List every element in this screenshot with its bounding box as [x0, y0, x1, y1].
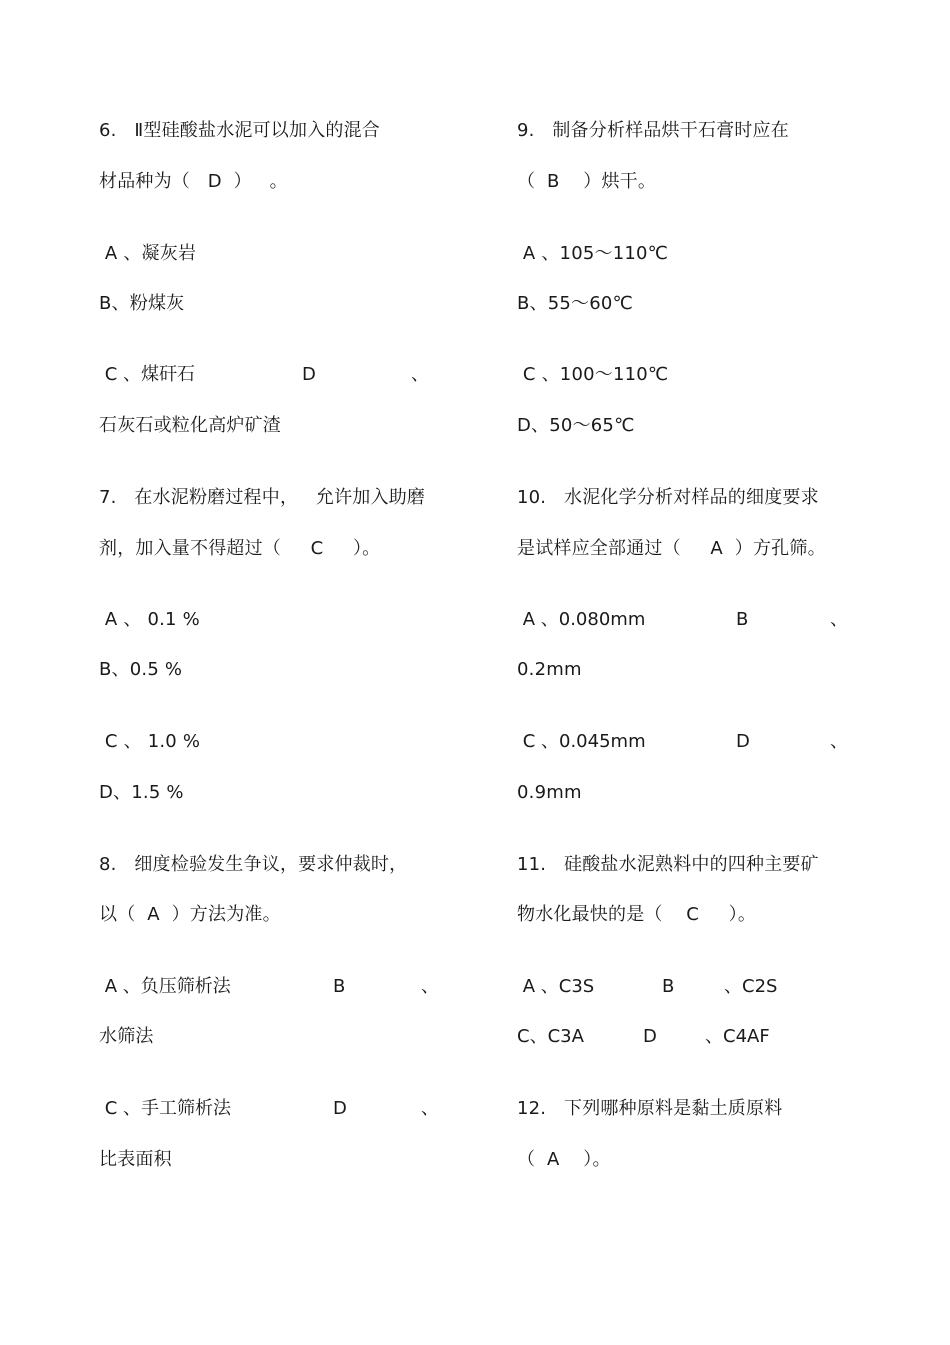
q6-option-b: B、粉煤灰: [99, 293, 185, 314]
q10-option-d-text: 0.9mm: [517, 782, 582, 803]
q6-option-d-sep: 、: [411, 364, 429, 385]
q10-option-b-letter: B: [736, 609, 749, 630]
q7-option-b: B、0.5 %: [99, 659, 183, 680]
q9-option-d: D、50～65℃: [517, 415, 635, 436]
q7-stem-line1: 7. 在水泥粉磨过程中， 允许加入助磨: [99, 487, 426, 508]
q6-option-a: A 、凝灰岩: [99, 243, 197, 264]
q8-option-b-letter: B: [333, 976, 346, 997]
q10-option-d-letter: D: [736, 731, 750, 752]
q8-option-cd-row: [99, 1097, 449, 1121]
q8-stem-line2: 以（ A ）方法为准。: [99, 904, 281, 925]
q8-option-b-sep: 、: [421, 976, 439, 997]
q11-option-c: C、C3A: [517, 1026, 584, 1047]
q10-option-b-text: 0.2mm: [517, 659, 582, 680]
q11-option-d-letter: D: [643, 1026, 657, 1047]
q6-stem-line1: 6. Ⅱ型硅酸盐水泥可以加入的混合: [99, 120, 380, 141]
q8-option-c: C 、手工筛析法: [99, 1098, 232, 1119]
q9-stem-line1: 9. 制备分析样品烘干石膏时应在: [517, 120, 789, 141]
q8-option-b-text: 水筛法: [99, 1026, 154, 1047]
q7-option-d: D、1.5 %: [99, 782, 184, 803]
q11-option-d-text: 、C4AF: [705, 1026, 770, 1047]
q6-option-cd-row: [99, 363, 449, 387]
q11-option-b-letter: B: [662, 976, 675, 997]
q10-option-d-sep: 、: [830, 731, 848, 752]
q10-option-c: C 、0.045mm: [517, 731, 646, 752]
q7-option-c: C 、 1.0 %: [99, 731, 201, 752]
q11-stem-line1: 11. 硅酸盐水泥熟料中的四种主要矿: [517, 854, 819, 875]
q11-option-a: A 、C3S: [517, 976, 595, 997]
q10-stem-line1: 10. 水泥化学分析对样品的细度要求: [517, 487, 819, 508]
q8-option-d-text: 比表面积: [99, 1149, 172, 1170]
q8-option-ab-row: [99, 975, 449, 999]
q12-stem-line1: 12. 下列哪种原料是黏土质原料: [517, 1098, 783, 1119]
q8-option-d-sep: 、: [421, 1098, 439, 1119]
q9-option-a: A 、105～110℃: [517, 243, 669, 264]
q10-option-b-sep: 、: [830, 609, 848, 630]
q6-option-c: C 、煤矸石: [99, 364, 196, 385]
q8-option-a: A 、负压筛析法: [99, 976, 231, 997]
q8-option-d-letter: D: [333, 1098, 347, 1119]
q9-option-b: B、55～60℃: [517, 293, 633, 314]
q11-option-b-text: 、C2S: [724, 976, 778, 997]
q10-option-ab-row: [517, 608, 857, 632]
q8-stem-line1: 8. 细度检验发生争议，要求仲裁时，: [99, 854, 408, 875]
q11-option-cd-row: [517, 1025, 857, 1049]
q12-stem-line2: （ A ）。: [517, 1149, 611, 1170]
q10-option-cd-row: [517, 730, 857, 754]
q10-option-a: A 、0.080mm: [517, 609, 646, 630]
q6-option-d-letter: D: [302, 364, 316, 385]
q7-stem-line2: 剂，加入量不得超过（ C ）。: [99, 538, 381, 559]
q11-stem-line2: 物水化最快的是（ C ）。: [517, 904, 757, 925]
q6-stem-line2: 材品种为（ D ） 。: [99, 171, 288, 192]
q9-option-c: C 、100～110℃: [517, 364, 669, 385]
q10-stem-line2: 是试样应全部通过（ A ）方孔筛。: [517, 538, 826, 559]
q11-option-ab-row: [517, 975, 857, 999]
q9-stem-line2: （ B ）烘干。: [517, 171, 657, 192]
q6-option-d-text: 石灰石或粒化高炉矿渣: [99, 415, 281, 436]
q7-option-a: A 、 0.1 %: [99, 609, 200, 630]
